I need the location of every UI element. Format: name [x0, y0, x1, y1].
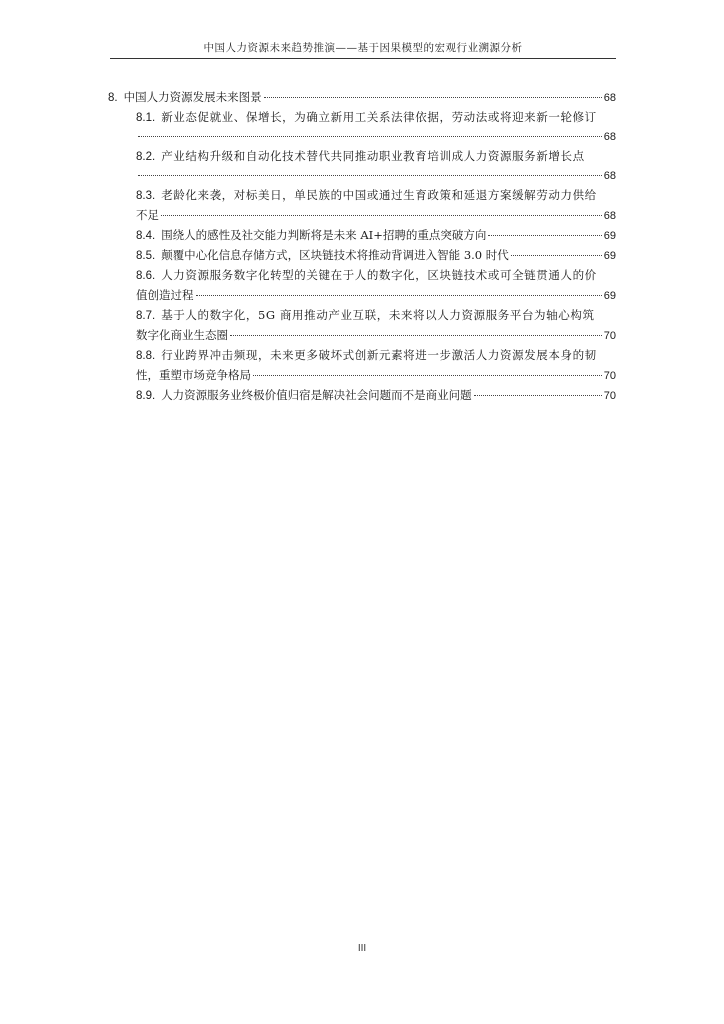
- toc-leader-dots: [488, 235, 601, 236]
- toc-page-number: 70: [603, 390, 616, 402]
- toc-entry-8-2[interactable]: [108, 147, 616, 186]
- table-of-contents: [108, 88, 616, 406]
- toc-number: 8.4.: [136, 230, 156, 242]
- toc-title: 人力资源服务业终极价值归宿是解决社会问题而不是商业问题: [161, 388, 472, 402]
- toc-entry-8-8[interactable]: [108, 346, 616, 386]
- toc-entry-8-5[interactable]: [108, 246, 616, 266]
- toc-leader-dots: [253, 375, 602, 376]
- footer-page-number: III: [357, 943, 367, 954]
- toc-number: 8.3.: [136, 190, 156, 202]
- toc-page-number: 68: [603, 92, 616, 104]
- toc-title-line1: 基于人的数字化，5G 商用推动产业互联，未来将以人力资源服务平台为轴心构筑: [161, 308, 595, 322]
- toc-number: 8.1.: [136, 112, 156, 124]
- toc-page-number: 69: [603, 230, 616, 242]
- toc-title-line1: 行业跨界冲击频现，未来更多破坏式创新元素将进一步激活人力资源发展本身的韧: [161, 348, 597, 362]
- toc-title: 围绕人的感性及社交能力判断将是未来 AI+招聘的重点突破方向: [161, 228, 487, 242]
- toc-number: 8.: [108, 92, 118, 104]
- toc-title-line2: 值创造过程: [136, 288, 194, 302]
- toc-page-number: 70: [603, 370, 616, 382]
- page-header: 中国人力资源未来趋势推演——基于因果模型的宏观行业溯源分析: [203, 42, 523, 54]
- toc-entry-8-3[interactable]: [108, 186, 616, 226]
- toc-number: 8.9.: [136, 390, 156, 402]
- toc-entry-8-6[interactable]: [108, 266, 616, 306]
- toc-page-number: 68: [603, 131, 616, 143]
- toc-page-number: 68: [603, 170, 616, 182]
- toc-page-number: 70: [603, 330, 616, 342]
- toc-leader-dots: [264, 97, 602, 98]
- toc-entry-8-7[interactable]: [108, 306, 616, 346]
- toc-number: 8.8.: [136, 350, 156, 362]
- toc-page-number: 69: [603, 290, 616, 302]
- toc-title: 产业结构升级和自动化技术替代共同推动职业教育培训成人力资源服务新增长点: [161, 149, 585, 163]
- toc-title-line2: 性，重塑市场竞争格局: [136, 368, 251, 382]
- toc-entry-8-9[interactable]: [108, 386, 616, 406]
- toc-leader-dots: [138, 175, 602, 176]
- toc-number: 8.7.: [136, 310, 156, 322]
- toc-leader-dots: [511, 255, 602, 256]
- toc-title: 新业态促就业、保增长，为确立新用工关系法律依据，劳动法或将迎来新一轮修订: [161, 110, 597, 124]
- toc-entry-8-1[interactable]: [108, 108, 616, 147]
- toc-leader-dots: [138, 136, 602, 137]
- toc-title-line1: 老龄化来袭，对标美日，单民族的中国或通过生育政策和延退方案缓解劳动力供给: [161, 188, 597, 202]
- header-rule: [110, 58, 616, 59]
- toc-leader-dots: [230, 335, 602, 336]
- toc-title: 颠覆中心化信息存储方式，区块链技术将推动背调进入智能 3.0 时代: [161, 248, 509, 262]
- toc-title-line2: 数字化商业生态圈: [136, 328, 228, 342]
- toc-number: 8.2.: [136, 151, 156, 163]
- toc-page-number: 68: [603, 210, 616, 222]
- toc-entry-8-4[interactable]: [108, 226, 616, 246]
- toc-number: 8.5.: [136, 250, 156, 262]
- toc-title-line1: 人力资源服务数字化转型的关键在于人的数字化，区块链技术或可全链贯通人的价: [161, 268, 597, 282]
- toc-title-line2: 不足: [136, 208, 159, 222]
- toc-title: 中国人力资源发展未来图景: [123, 90, 262, 104]
- toc-page-number: 69: [603, 250, 616, 262]
- toc-leader-dots: [474, 395, 602, 396]
- toc-number: 8.6.: [136, 270, 156, 282]
- toc-entry-8[interactable]: [108, 88, 616, 108]
- toc-leader-dots: [161, 215, 602, 216]
- toc-leader-dots: [196, 295, 602, 296]
